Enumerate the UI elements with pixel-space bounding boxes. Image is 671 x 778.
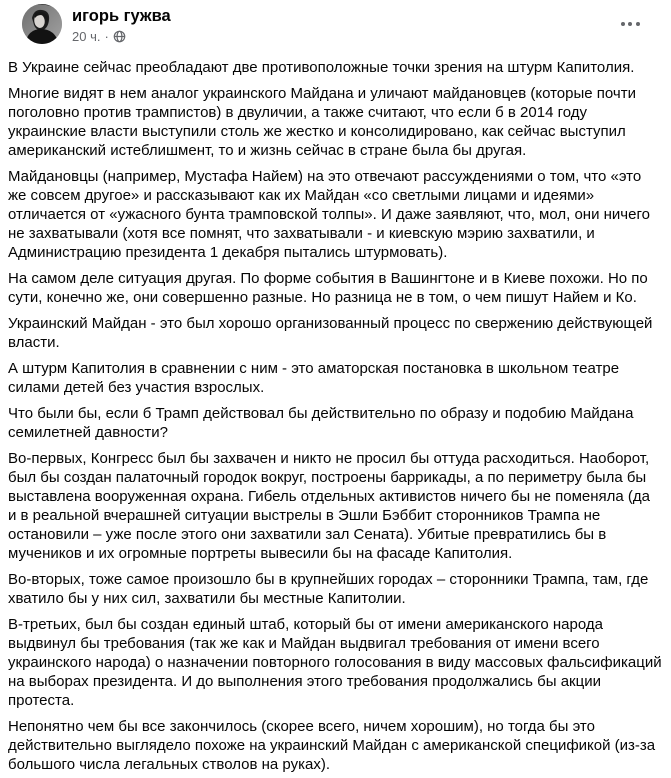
post-paragraph: Во-вторых, тоже самое произошло бы в крупнейших городах – сторонники Трампа, там, где хватило бы у них сил, захватили бы местные Капитолии.: [8, 571, 649, 607]
ellipsis-dot: [621, 22, 625, 26]
post-paragraph: В-третьих, был бы создан единый штаб, который бы от имени американского народа выдвинул бы требования (так же как и Майдан выдвигал требования от имени всего украинского народа) о назначении повторного голосования в виду массовых фальсификаций на выборах президента. И до выполнения этого требования продолжались бы акции протеста.: [8, 616, 662, 709]
post-meta-line: [72, 28, 171, 45]
profile-photo-icon: [22, 4, 62, 44]
post-paragraph: Украинский Майдан - это был хорошо организованный процесс по свержению действующей власти.: [8, 315, 653, 351]
post-header: [0, 0, 671, 50]
post-paragraph: В Украине сейчас преобладают две противоположные точки зрения на штурм Капитолия.: [8, 59, 635, 76]
post-paragraph: Майдановцы (например, Мустафа Найем) на это отвечают рассуждениями о том, что «это же совсем другое» и рассказывают как их Майдан «со светлыми лицами и идеями» отличается от «ужасного бунта трамповской толпы». И даже заявляют, что, мол, они ничего не захватывали (хотя все помнят, что захватывали - и киевскую мэрию захватили, и Администрацию президента 1 декабря пытались штурмовать).: [8, 168, 650, 261]
post-options-button[interactable]: [612, 13, 648, 35]
post-paragraph: Что были бы, если б Трамп действовал бы действительно по образу и подобию Майдана семилетней давности?: [8, 405, 634, 441]
post-paragraph: На самом деле ситуация другая. По форме события в Вашингтоне и в Киеве похожи. Но по сути, конечно же, они совершенно разные. Но разница не в том, о чем пишут Найем и Ко.: [8, 270, 648, 306]
timestamp[interactable]: 20 ч.: [72, 29, 101, 44]
ellipsis-dot: [628, 22, 632, 26]
globe-icon: [113, 30, 126, 43]
header-meta: [72, 6, 171, 45]
avatar[interactable]: [22, 4, 62, 44]
post-paragraph: Многие видят в нем аналог украинского Майдана и уличают майдановцев (которые почти поголовно против трампистов) в двуличии, а также считают, что если б в 2014 году украинские власти выступили столь же жестко и консолидировано, как сейчас выступил американский истеблишмент, то и жизнь сейчас в стране была бы другая.: [8, 85, 636, 159]
dot-separator: ·: [104, 29, 109, 44]
ellipsis-dot: [636, 22, 640, 26]
post-body: [0, 50, 671, 774]
post-paragraph: А штурм Капитолия в сравнении с ним - это аматорская постановка в школьном театре силами детей без участия взрослых.: [8, 360, 620, 396]
post-paragraph: Во-первых, Конгресс был бы захвачен и никто не просил бы оттуда расходиться. Наоборот, был бы создан палаточный городок вокруг, построены баррикады, а по периметру была бы выставлена вооруженная охрана. Гибель отдельных активистов ничего бы не поменяла (да и в реальной вчерашней ситуации выстрелы в Эшли Бэббит сторонников Трампа не остановили – уже после этого они захватили зал Сената). Убитые превратились бы в мучеников и их огромные портреты вывесили бы на фасаде Капитолия.: [8, 450, 651, 562]
post-paragraph: Непонятно чем бы все закончилось (скорее всего, ничем хорошим), но тогда бы это действительно выглядело похоже на украинский Майдан с американской спецификой (из-за большого числа легальных стволов на руках).: [8, 718, 656, 773]
author-name[interactable]: игорь гужва: [72, 7, 171, 25]
